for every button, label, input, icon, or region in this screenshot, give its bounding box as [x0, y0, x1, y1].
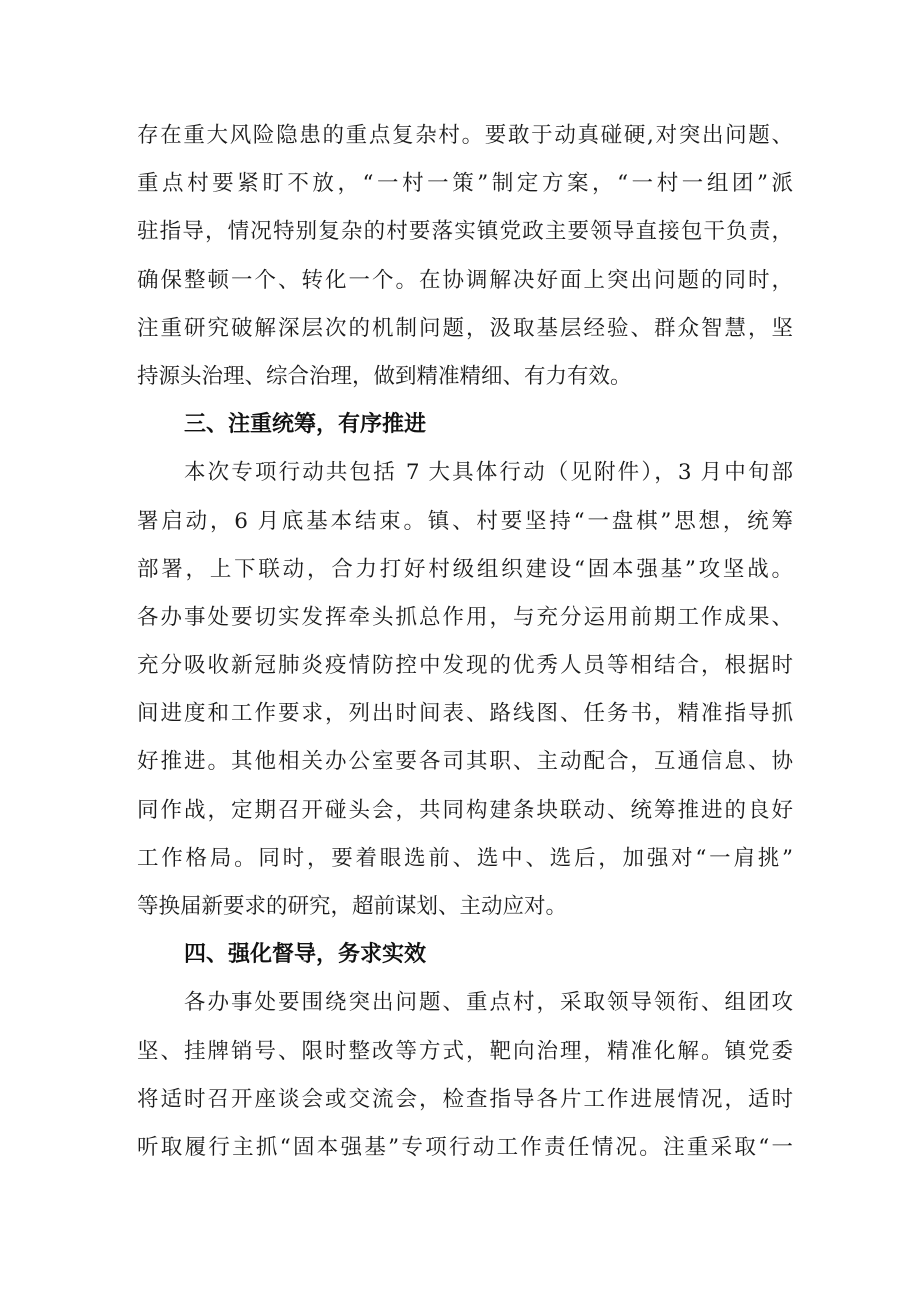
text-line: 各办事处要切实发挥牵头抓总作用，与充分运用前期工作成果、 [137, 604, 793, 630]
text-line: 部署，上下联动，合力打好村级组织建设“固本强基”攻坚战。 [137, 556, 793, 582]
text-line: 注重研究破解深层次的机制问题，汲取基层经验、群众智慧，坚 [137, 315, 793, 341]
text-line: 充分吸收新冠肺炎疫情防控中发现的优秀人员等相结合，根据时 [137, 653, 793, 679]
text-line: 持源头治理、综合治理，做到精准精细、有力有效。 [137, 363, 632, 389]
text-line: 坚、挂牌销号、限时整改等方式，靶向治理，精准化解。镇党委 [137, 1038, 793, 1064]
paragraph-risk-villages [137, 112, 793, 401]
text-line: 同作战，定期召开碰头会，共同构建条块联动、统筹推进的良好 [137, 797, 793, 823]
text-line: 本次专项行动共包括 7 大具体行动（见附件），3 月中旬部 [184, 460, 793, 486]
text-line: 各办事处要围绕突出问题、重点村，采取领导领衔、组团攻 [184, 990, 793, 1016]
text-line: 驻指导，情况特别复杂的村要落实镇党政主要领导直接包干负责， [137, 219, 793, 245]
section-heading-4: 四、强化督导，务求实效 [184, 942, 427, 968]
text-line: 重点村要紧盯不放，“一村一策”制定方案，“一村一组团”派 [137, 171, 793, 197]
text-line: 确保整顿一个、转化一个。在协调解决好面上突出问题的同时， [137, 267, 793, 293]
text-line: 好推进。其他相关办公室要各司其职、主动配合，互通信息、协 [137, 749, 793, 775]
text-line: 等换届新要求的研究，超前谋划、主动应对。 [137, 894, 568, 919]
text-line: 将适时召开座谈会或交流会，检查指导各片工作进展情况，适时 [137, 1086, 793, 1112]
section-heading-3: 三、注重统筹，有序推进 [184, 412, 427, 438]
text-line: 署启动，6 月底基本结束。镇、村要坚持“一盘棋”思想，统筹 [137, 508, 793, 534]
text-line: 听取履行主抓“固本强基”专项行动工作责任情况。注重采取“一 [137, 1134, 793, 1160]
text-line: 存在重大风险隐患的重点复杂村。要敢于动真碰硬,对突出问题、 [137, 123, 793, 148]
text-line: 间进度和工作要求，列出时间表、路线图、任务书，精准指导抓 [137, 701, 793, 727]
text-line: 工作格局。同时，要着眼选前、选中、选后，加强对“一肩挑” [137, 845, 793, 871]
paragraph-section-3 [137, 449, 793, 931]
paragraph-section-4 [137, 979, 793, 1172]
document-body [137, 112, 793, 1172]
